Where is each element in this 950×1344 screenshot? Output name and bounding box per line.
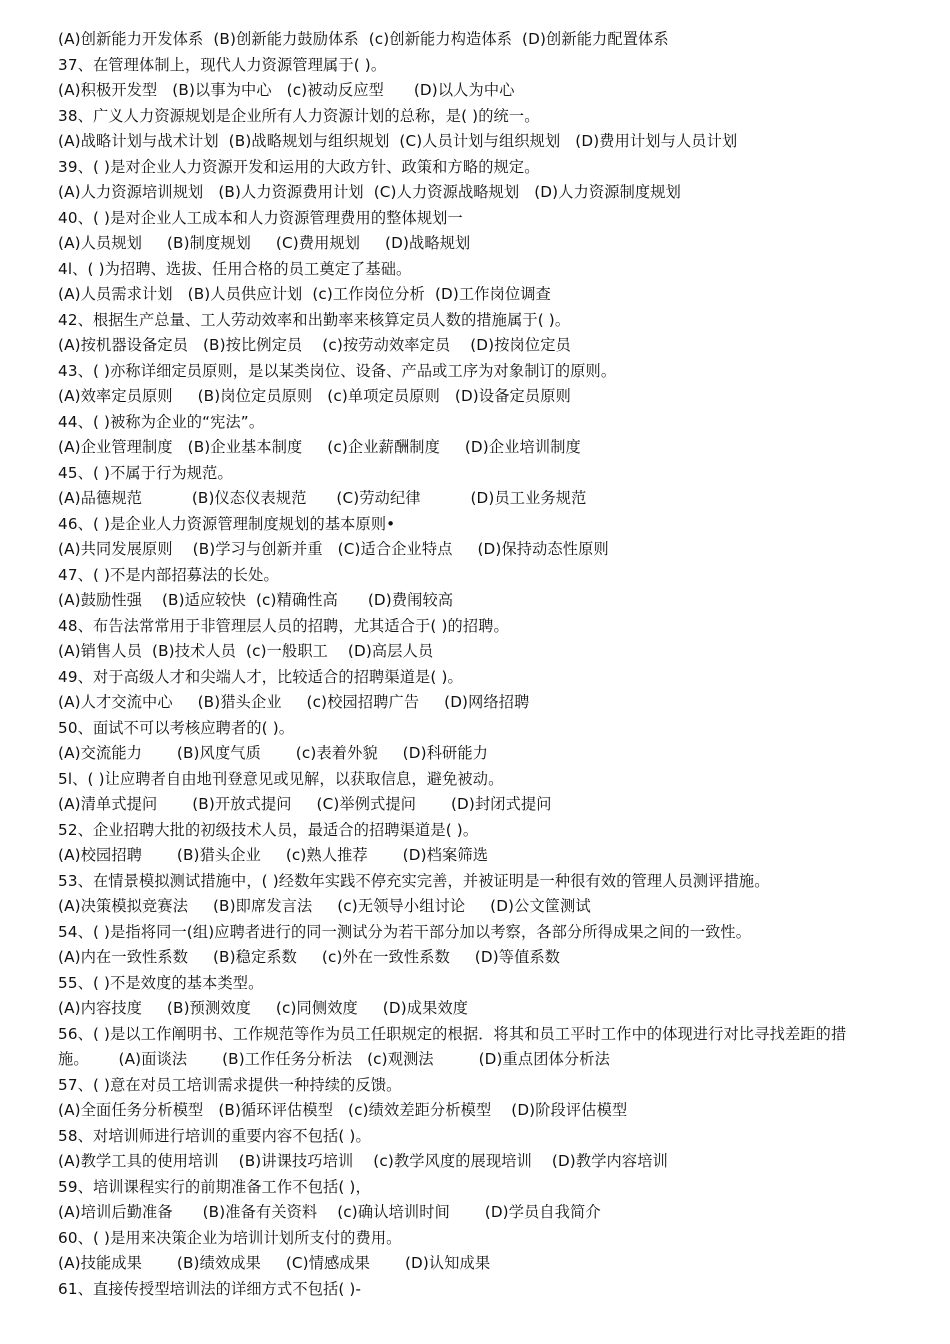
question-line: 37、在管理体制上，现代人力资源管理属于( )。: [58, 55, 387, 74]
options-line: (A)共同发展原则 (B)学习与创新并重 (C)适合企业特点 (D)保持动态性原则: [58, 540, 609, 558]
question-line: 53、在情景模拟测试措施中，( )经数年实践不停充实完善，并被证明是一种很有效的管理人员测评措施。: [58, 871, 770, 890]
question-line: 40、( )是对企业人工成本和人力资源管理费用的整体规划一: [58, 208, 463, 227]
question-line: 59、培训课程实行的前期准备工作不包括( )，: [58, 1177, 371, 1196]
question-line: 54、( )是指将同一(组)应聘者进行的同一测试分为若干部分加以考察，各部分所得成果之间的一致性。: [58, 922, 752, 941]
question-line: 38、广义人力资源规划是企业所有人力资源计划的总称，是( )的统一。: [58, 106, 540, 125]
question-line: 43、( )亦称详细定员原则，是以某类岗位、设备、产品或工序为对象制订的原则。: [58, 361, 617, 380]
options-line: (A)品德规范 (B)仪态仪表规范 (C)劳动纪律 (D)员工业务规范: [58, 489, 587, 507]
question-line: 57、( )意在对员工培训需求提供一种持续的反馈。: [58, 1075, 402, 1094]
options-line: (A)清单式提问 (B)开放式提问 (C)举例式提问 (D)封闭式提问: [58, 795, 552, 813]
options-line: (A)人员需求计划 (B)人员供应计划 (c)工作岗位分析 (D)工作岗位调查: [58, 285, 551, 303]
question-line: 4l、( )为招聘、选拔、任用合格的员工奠定了基础。: [58, 259, 412, 278]
question-line: 50、面试不可以考核应聘者的( )。: [58, 718, 295, 737]
options-line: (A)企业管理制度 (B)企业基本制度 (c)企业薪酬制度 (D)企业培训制度: [58, 438, 581, 456]
options-line: (A)技能成果 (B)绩效成果 (C)情感成果 (D)认知成果: [58, 1254, 491, 1272]
options-line: (A)人力资源培训规划 (B)人力资源费用计划 (C)人力资源战略规划 (D)人力资源制度规划: [58, 183, 681, 201]
text-line: (A)创新能力开发体系 (B)创新能力鼓励体系 (c)创新能力构造体系 (D)创新能力配置体系: [58, 30, 669, 48]
question-line: 5l、( )让应聘者自由地刊登意见或见解，以获取信息，避免被动。: [58, 769, 504, 788]
question-line: 60、( )是用来决策企业为培训计划所支付的费用。: [58, 1228, 402, 1247]
question-line: 39、( )是对企业人力资源开发和运用的大政方针、政策和方略的规定。: [58, 157, 540, 176]
question-line: 52、企业招聘大批的初级技术人员，最适合的招聘渠道是( )。: [58, 820, 479, 839]
options-line: (A)鼓励性强 (B)适应较快 (c)精确性高 (D)费闱较高: [58, 591, 454, 609]
options-line: (A)战略计划与战术计划 (B)战略规划与组织规划 (C)人员计划与组织规划 (D)费用计划与人员计划: [58, 132, 738, 150]
options-line: (A)内在一致性系数 (B)稳定系数 (c)外在一致性系数 (D)等值系数: [58, 948, 561, 966]
options-line: (A)积极开发型 (B)以事为中心 (c)被动反应型 (D)以人为中心: [58, 81, 515, 99]
options-line: (A)教学工具的使用培训 (B)讲课技巧培训 (c)教学风度的展现培训 (D)教学内容培训: [58, 1152, 668, 1170]
question-line: 55、( )不是效度的基本类型。: [58, 973, 264, 992]
options-line: (A)决策模拟竞赛法 (B)即席发言法 (c)无领导小组讨论 (D)公文筐测试: [58, 897, 591, 915]
options-line: (A)全面任务分析模型 (B)循环评估模型 (c)绩效差距分析模型 (D)阶段评估模型: [58, 1101, 628, 1119]
question-line: 44、( )被称为企业的“宪法”。: [58, 412, 265, 431]
question-line: 46、( )是企业人力资源管理制度规划的基本原则•: [58, 514, 396, 533]
question-line: 58、对培训师进行培训的重要内容不包括( )。: [58, 1126, 371, 1145]
options-line: 施。 (A)面谈法 (B)工作任务分析法 (c)观测法 (D)重点团体分析法: [58, 1050, 610, 1068]
options-line: (A)按机器设备定员 (B)按比例定员 (c)按劳动效率定员 (D)按岗位定员: [58, 336, 571, 354]
question-line: 42、根据生产总量、工人劳动效率和出勤率来核算定员人数的措施属于( )。: [58, 310, 571, 329]
options-line: (A)人员规划 (B)制度规划 (C)费用规划 (D)战略规划: [58, 234, 471, 252]
document-page: [58, 27, 928, 1302]
options-line: (A)校园招聘 (B)猎头企业 (c)熟人推荐 (D)档案筛选: [58, 846, 489, 864]
options-line: (A)销售人员 (B)技术人员 (c)一般职工 (D)高层人员: [58, 642, 434, 660]
options-line: (A)培训后勤准备 (B)准备有关资料 (c)确认培训时间 (D)学员自我简介: [58, 1203, 601, 1221]
options-line: (A)效率定员原则 (B)岗位定员原则 (c)单项定员原则 (D)设备定员原则: [58, 387, 571, 405]
question-line: 48、布告法常常用于非管理层人员的招聘，尤其适合于( )的招聘。: [58, 616, 509, 635]
question-line: 56、( )是以工作阐明书、工作规范等作为员工任职规定的根据．将其和员工平时工作中的体现进行对比寻找差距的措: [58, 1024, 847, 1043]
question-line: 45、( )不属于行为规范。: [58, 463, 233, 482]
options-line: (A)内容技度 (B)预测效度 (c)同侧效度 (D)成果效度: [58, 999, 469, 1017]
options-line: (A)交流能力 (B)风度气质 (c)表着外貌 (D)科研能力: [58, 744, 489, 762]
options-line: (A)人才交流中心 (B)猎头企业 (c)校园招聘广告 (D)网络招聘: [58, 693, 530, 711]
question-line: 49、对于高级人才和尖端人才，比较适合的招聘渠道是( )。: [58, 667, 463, 686]
question-line: 47、( )不是内部招募法的长处。: [58, 565, 279, 584]
question-line: 61、直接传授型培训法的详细方式不包括( )-: [58, 1279, 362, 1298]
